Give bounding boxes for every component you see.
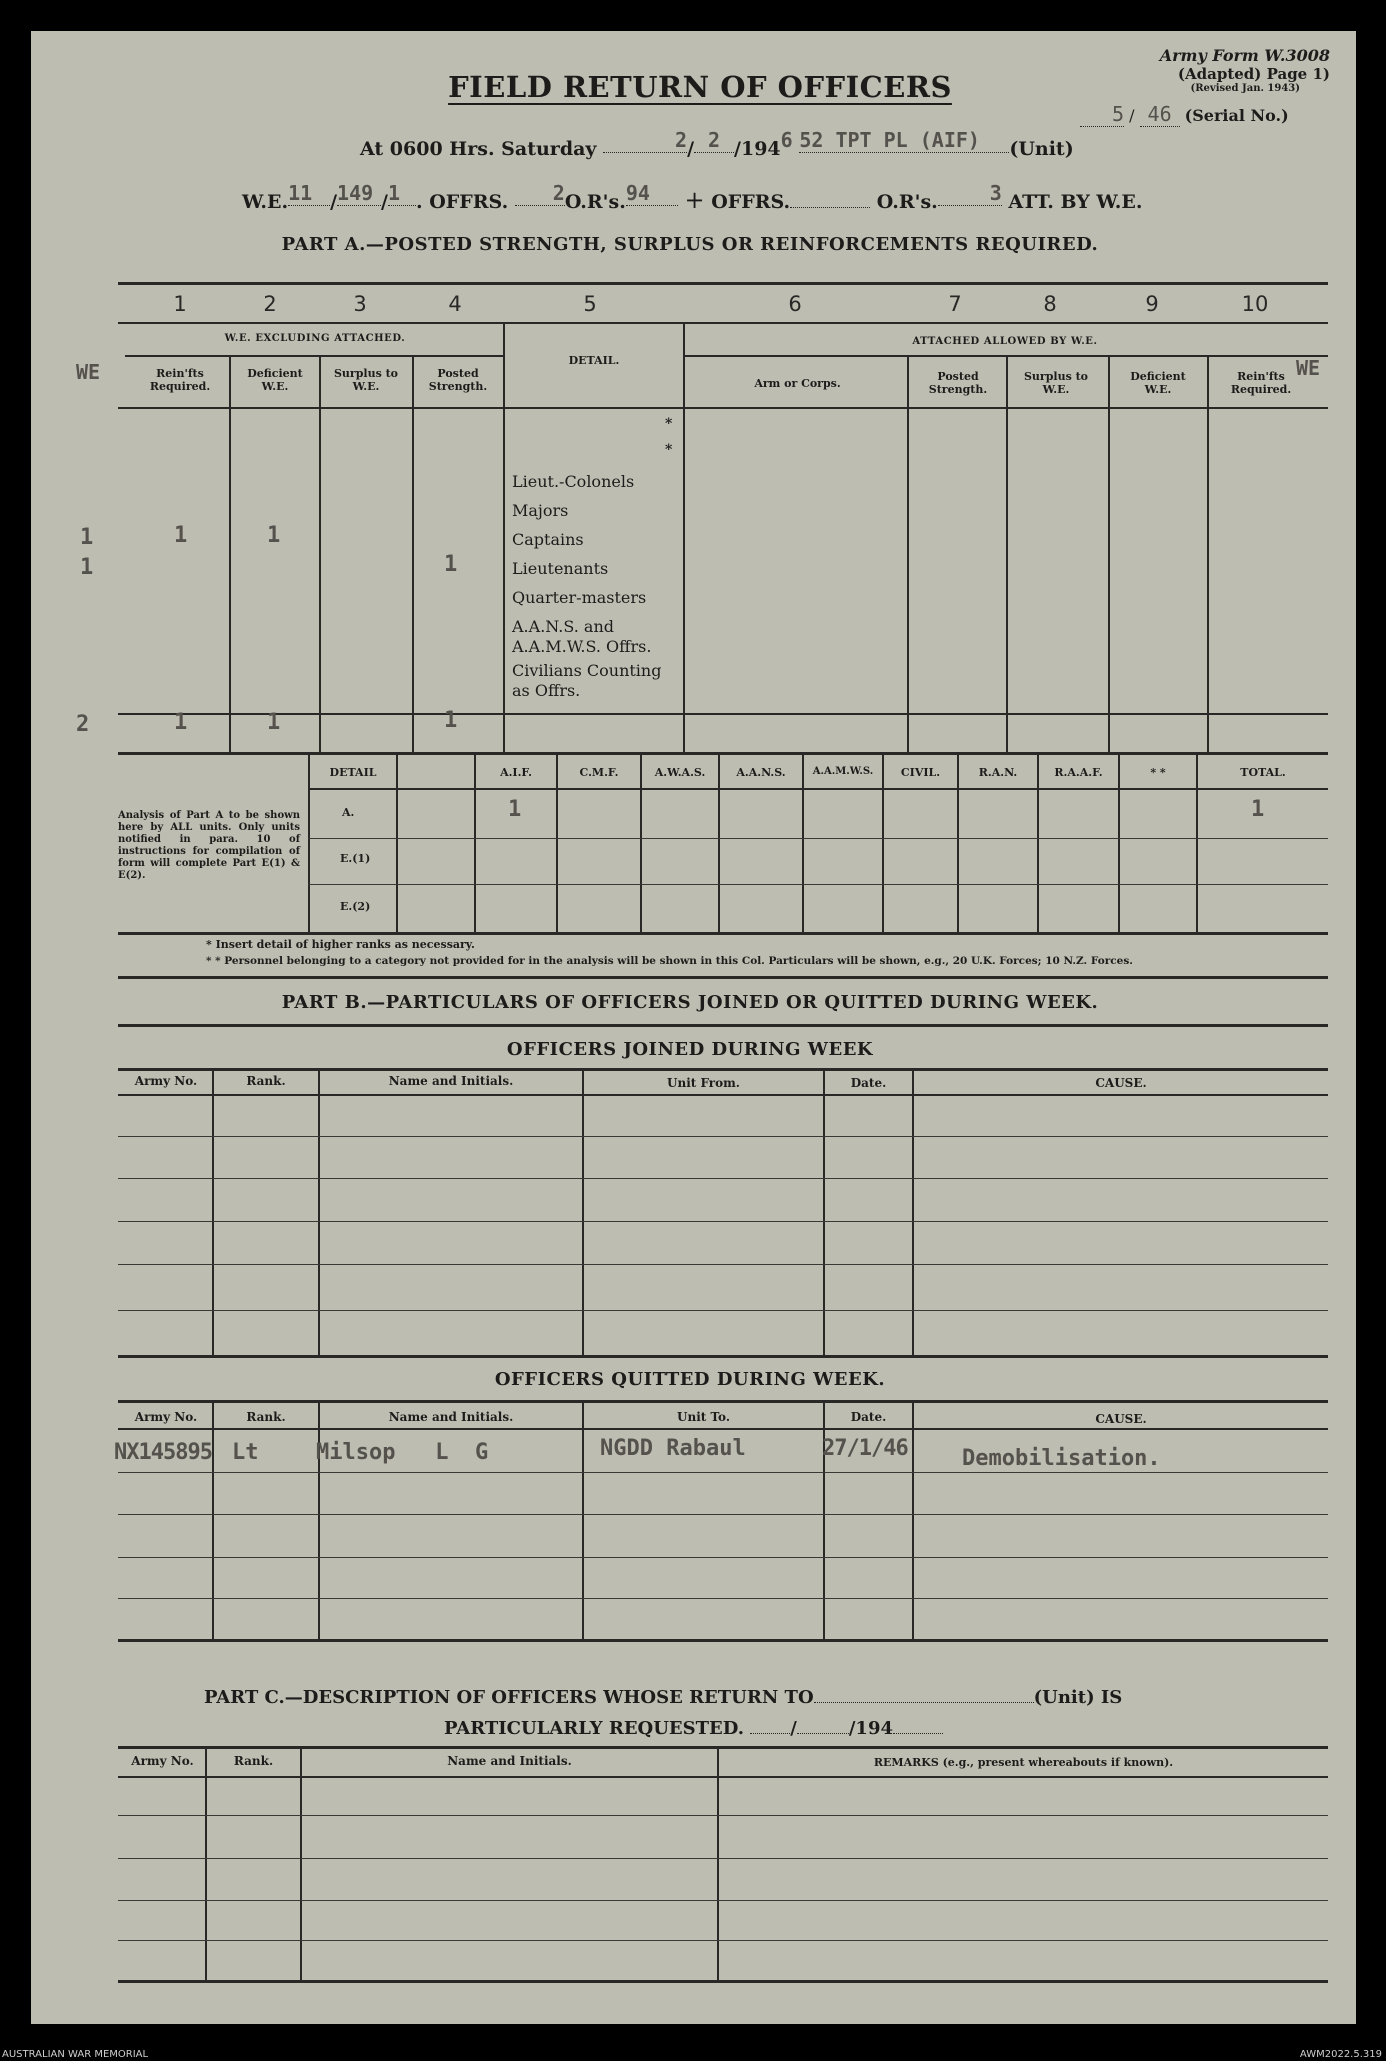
rank-captains: Captains — [512, 530, 584, 549]
colnum-6: 6 — [788, 292, 802, 316]
analysis-header-raaf: R.A.A.F. — [1054, 766, 1103, 779]
analysis-a-aif-value: 1 — [508, 797, 522, 822]
colnum-4: 4 — [448, 292, 462, 316]
army-form-line3: (Revised Jan. 1943) — [1190, 83, 1300, 94]
quitted-header-name: Name and Initials. — [388, 1410, 514, 1424]
analysis-note: Analysis of Part A to be shown here by ALL units. Only units notified in para. 10 of instructions for compilation of form will complete Part E(1) & E(2). — [118, 810, 300, 881]
total-deficient-value: 1 — [267, 710, 281, 735]
ors-value: 94 — [626, 181, 678, 206]
analysis-header-awas: A.W.A.S. — [654, 766, 706, 779]
header-reinfts-required: Rein'fts Required. — [149, 367, 211, 393]
page-title: FIELD RETURN OF OFFICERS — [448, 70, 952, 104]
analysis-header-aans: A.A.N.S. — [736, 766, 786, 779]
captains-deficient-value: 1 — [267, 523, 281, 548]
colnum-9: 9 — [1145, 292, 1159, 316]
ors2-value: 3 — [938, 181, 1002, 206]
captains-reinfts-value: 1 — [174, 523, 188, 548]
joined-header-unit-from: Unit From. — [667, 1076, 740, 1090]
header-att-posted-strength: Posted Strength. — [928, 370, 988, 396]
part-c-title-line1 — [204, 1687, 1224, 1708]
year-prefix: 194 — [740, 138, 781, 160]
analysis-row-e2: E.(2) — [340, 900, 371, 913]
colnum-10: 10 — [1241, 292, 1269, 316]
offrs-value: 2 — [515, 181, 565, 206]
att-label: ATT. BY W.E. — [1008, 191, 1143, 213]
we-a: 11 — [288, 181, 330, 206]
quitted-cause: Demobilisation. — [962, 1446, 1161, 1471]
serial-value: 46 — [1140, 102, 1180, 127]
serial-number: 5 / 46 (Serial No.) — [1080, 102, 1340, 127]
detail-header: DETAIL. — [568, 354, 620, 367]
year-suffix: 6 — [780, 128, 793, 152]
higher-rank-star-2: * — [665, 442, 673, 458]
quitted-unit-to: NGDD Rabaul — [600, 1436, 746, 1461]
group-right-header: ATTACHED ALLOWED BY W.E. — [912, 336, 1098, 347]
total-posted-value: 1 — [444, 708, 458, 733]
rank-list — [512, 472, 684, 701]
header-att-deficient: Deficient W.E. — [1130, 370, 1186, 396]
army-form-id — [1090, 46, 1330, 94]
offrs-label: OFFRS. — [429, 191, 509, 213]
joined-header-rank: Rank. — [246, 1074, 286, 1088]
quitted-header-unit-to: Unit To. — [677, 1410, 730, 1424]
joined-header-name: Name and Initials. — [388, 1074, 514, 1088]
we-label: W.E. — [242, 191, 289, 213]
part-c-title-b: PARTICULARLY REQUESTED. — [444, 1718, 744, 1739]
quitted-header-rank: Rank. — [246, 1410, 286, 1424]
footnote-2: * * Personnel belonging to a category not provided for in the analysis will be shown in this Col. Particulars will be shown, e.g., 20 U.K. Forces; 10 N.Z. Forces. — [206, 955, 1133, 967]
quitted-header-army-no: Army No. — [134, 1410, 198, 1424]
month-value: 2 — [694, 128, 734, 153]
colnum-7: 7 — [948, 292, 962, 316]
rank-aans-aamws: A.A.N.S. and A.A.M.W.S. Offrs. — [512, 617, 652, 656]
colnum-5: 5 — [583, 292, 597, 316]
ors2-label: O.R's. — [876, 191, 938, 213]
part-c-title-line2 — [444, 1718, 1004, 1739]
colnum-3: 3 — [353, 292, 367, 316]
quitted-name: Milsop L G — [316, 1440, 489, 1465]
margin-lieutenants-value: 1 — [80, 555, 94, 580]
joined-title: OFFICERS JOINED DURING WEEK — [506, 1039, 874, 1060]
header-surplus-we: Surplus to W.E. — [333, 367, 399, 393]
plus-sign: + — [684, 186, 705, 214]
analysis-a-total-value: 1 — [1251, 797, 1265, 822]
joined-header-army-no: Army No. — [134, 1074, 198, 1088]
analysis-row-a: A. — [342, 806, 355, 819]
colnum-8: 8 — [1043, 292, 1057, 316]
header-arm-or-corps: Arm or Corps. — [754, 377, 841, 390]
part-c-header-rank: Rank. — [233, 1754, 274, 1768]
analysis-header-civil: CIVIL. — [900, 766, 941, 779]
analysis-header-total: TOTAL. — [1240, 766, 1286, 779]
analysis-header-ran: R.A.N. — [978, 766, 1018, 779]
header-date-line: At 0600 Hrs. Saturday 2/ 2 /1946 52 TPT PL (AIF) (Unit) — [360, 128, 1074, 160]
part-b-title: PART B.—PARTICULARS OF OFFICERS JOINED OR QUITTED DURING WEEK. — [281, 992, 1099, 1013]
part-c-title-a: PART C.—DESCRIPTION OF OFFICERS WHOSE RETURN TO — [204, 1687, 814, 1708]
quitted-header-cause: CAUSE. — [1095, 1412, 1147, 1426]
quitted-date: 27/1/46 — [822, 1436, 908, 1461]
header-att-reinfts: Rein'fts Required. — [1230, 370, 1292, 396]
lieutenants-posted-value: 1 — [444, 552, 458, 577]
footer-credit: AUSTRALIAN WAR MEMORIAL — [2, 2049, 149, 2060]
serial-label: (Serial No.) — [1184, 106, 1289, 125]
total-reinfts-value: 1 — [174, 710, 188, 735]
part-c-header-army-no: Army No. — [131, 1754, 194, 1768]
day-value: 2 — [603, 128, 687, 153]
colnum-2: 2 — [263, 292, 277, 316]
rank-majors: Majors — [512, 501, 569, 520]
joined-header-date: Date. — [850, 1076, 887, 1090]
joined-header-cause: CAUSE. — [1095, 1076, 1147, 1090]
unit-value: 52 TPT PL (AIF) — [799, 128, 1009, 153]
analysis-header-detail: DETAIL — [329, 766, 377, 779]
header-posted-strength: Posted Strength. — [428, 367, 488, 393]
margin-captains-value: 1 — [80, 525, 94, 550]
part-c-unit-is: (Unit) IS — [1033, 1687, 1123, 1708]
analysis-row-e1: E.(1) — [340, 852, 371, 865]
we-b: 149 — [337, 181, 381, 206]
part-a-title: PART A.—POSTED STRENGTH, SURPLUS OR REINFORCEMENTS REQUIRED. — [281, 234, 1099, 255]
at-text: At 0600 Hrs. Saturday — [360, 138, 597, 160]
part-c-header-name: Name and Initials. — [447, 1754, 572, 1768]
offrs2-label: OFFRS. — [711, 191, 791, 213]
analysis-header-aif: A.I.F. — [500, 766, 532, 779]
analysis-header-cmf: C.M.F. — [579, 766, 619, 779]
unit-label: (Unit) — [1009, 138, 1074, 160]
analysis-header-other: * * — [1150, 766, 1166, 779]
quitted-header-date: Date. — [850, 1410, 887, 1424]
quitted-title: OFFICERS QUITTED DURING WEEK. — [494, 1369, 886, 1390]
footer-accession: AWM2022.5.319 — [1299, 2049, 1382, 2060]
higher-rank-star-1: * — [665, 416, 673, 432]
total-margin-value: 2 — [76, 712, 90, 737]
army-form-line1: Army Form W.3008 — [1159, 46, 1330, 65]
serial-prefix: 5 — [1080, 102, 1124, 127]
colnum-1: 1 — [173, 292, 187, 316]
rank-quarter-masters: Quarter-masters — [512, 588, 647, 607]
rank-lieut-colonels: Lieut.-Colonels — [512, 472, 635, 491]
we-c: 1 — [388, 181, 416, 206]
header-att-surplus: Surplus to W.E. — [1023, 370, 1089, 396]
header-we-line: W.E.11 /149 /1 . OFFRS. 2O.R's.94 + OFFRS. O.R's. 3 ATT. BY W.E. — [242, 181, 1143, 214]
quitted-army-no: NX145895 — [114, 1440, 212, 1465]
part-c-year: /194 — [848, 1718, 894, 1739]
quitted-rank: Lt — [232, 1440, 259, 1465]
part-c-date-sep: / — [790, 1718, 797, 1739]
rank-civilians: Civilians Counting as Offrs. — [512, 661, 662, 700]
army-form-line2: (Adapted) Page 1) — [1177, 65, 1330, 83]
rank-lieutenants: Lieutenants — [512, 559, 609, 578]
margin-we-left: WE — [76, 360, 101, 384]
ors-label: O.R's. — [564, 191, 626, 213]
group-left-header: W.E. EXCLUDING ATTACHED. — [224, 333, 406, 344]
footnote-1: * Insert detail of higher ranks as necessary. — [206, 938, 475, 951]
part-c-header-remarks: REMARKS (e.g., present whereabouts if known). — [873, 1756, 1174, 1769]
analysis-header-aamws: A.A.M.W.S. — [812, 766, 874, 777]
header-deficient-we: Deficient W.E. — [247, 367, 303, 393]
margin-we-right: WE — [1296, 356, 1321, 380]
